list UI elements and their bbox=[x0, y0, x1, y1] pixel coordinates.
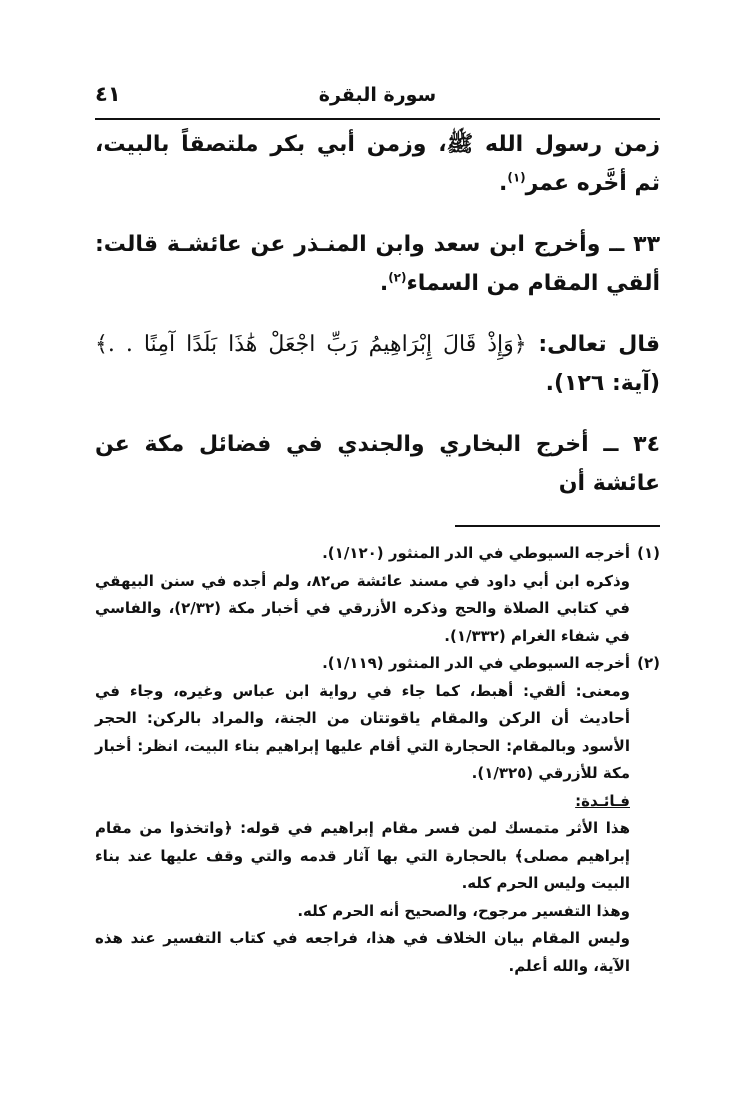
footnote-text: وذكره ابن أبي داود في مسند عائشة ص٨٢، ولم أجده في سنن البيهقي في كتابي الصلاة والحج وذكره الأزرقي في أخبار مكة (٢/٣٢)، والفاسي في شفاء الغرام (١/٣٣٢). bbox=[95, 571, 630, 645]
paragraph-1: زمن رسول الله ﷺ، وزمن أبي بكر ملتصقاً بالبيت، ثم أخَّره عمر$^{(١)}$. bbox=[95, 132, 660, 196]
footnote-text: وهذا التفسير مرجوح، والصحيح أنه الحرم كله. bbox=[297, 901, 630, 920]
footnote-text: هذا الأثر متمسك لمن فسر مقام إبراهيم في قوله: ﴿واتخذوا من مقام إبراهيم مصلى﴾ بالحجارة التي بها آثار قدمه والتي وقف عليها عند بناء البيت وليس الحرم كله. bbox=[95, 819, 630, 892]
footnote-number: (٢) bbox=[637, 654, 660, 672]
faida-heading: فـائـدة: bbox=[575, 791, 630, 810]
quran-verse: ﴿وَإِذْ قَالَ إِبْرَاهِيمُ رَبِّ اجْعَلْ هَٰذَا بَلَدًا آمِنًا . .﴾ bbox=[95, 332, 527, 357]
footnote-text: أخرجه السيوطي في الدر المنثور (١/١٢٠). bbox=[322, 544, 630, 562]
footnote-1 bbox=[95, 540, 660, 650]
footnote-separator bbox=[455, 525, 660, 527]
paragraph-33: ٣٣ ــ وأخرج ابن سعد وابن المنـذر عن عائشـة قالت: ألقي المقام من السماء$^{(٢)}$. bbox=[95, 232, 660, 296]
footnote-ref-1[interactable]: (١) bbox=[507, 170, 526, 185]
surah-title: سورة البقرة bbox=[318, 84, 437, 106]
footnote-text: ومعنى: ألقي: أهبط، كما جاء في رواية ابن عباس وغيره، وجاء في أحاديث أن الركن والمقام ياقوتتان من الجنة، والمراد بالركن: الحجر الأسود وبالمقام: الحجارة التي أقام عليها إبراهيم بناء البيت، انظر: أخبار مكة للأزرقي (١/٣٢٥). bbox=[95, 681, 630, 782]
page-number: ٤١ bbox=[95, 82, 121, 106]
paragraph-34: ٣٤ ــ أخرج البخاري والجندي في فضائل مكة عن عائشة أن bbox=[95, 432, 660, 496]
footnote-ref-2[interactable]: (٢) bbox=[388, 270, 407, 285]
page-header bbox=[95, 80, 660, 114]
header-rule bbox=[95, 118, 660, 120]
footnote-text: أخرجه السيوطي في الدر المنثور (١/١١٩). bbox=[322, 654, 630, 672]
footnote-number: (١) bbox=[637, 544, 660, 562]
footnote-2 bbox=[95, 650, 660, 980]
paragraph-verse: قال تعالى: ﴿وَإِذْ قَالَ إِبْرَاهِيمُ رَبِّ اجْعَلْ هَٰذَا بَلَدًا آمِنًا . .﴾ (آية: ١٢٦). bbox=[95, 332, 660, 396]
main-text bbox=[95, 125, 660, 525]
footnotes bbox=[95, 540, 660, 980]
footnote-text: وليس المقام بيان الخلاف في هذا، فراجعه في كتاب التفسير عند هذه الآية، والله أعلم. bbox=[95, 929, 630, 975]
